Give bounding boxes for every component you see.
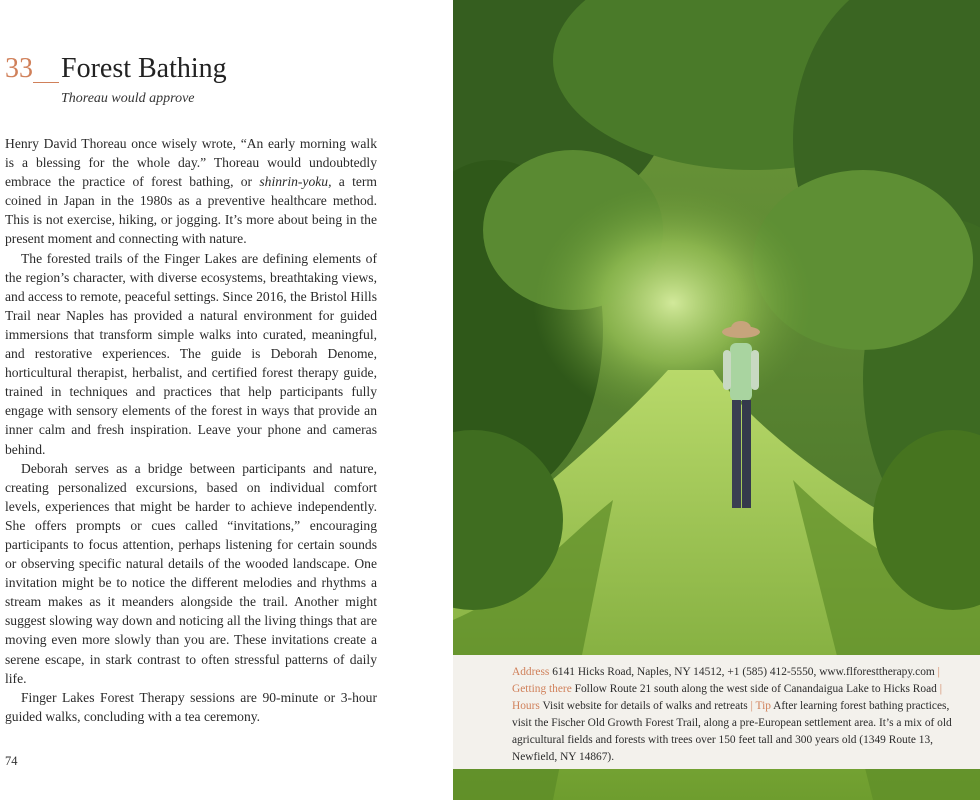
hours-label: Hours [512, 699, 540, 712]
separator: | [937, 666, 940, 678]
paragraph-1 [5, 134, 377, 249]
tip-label: Tip [755, 699, 771, 712]
getting-there-value: Follow Route 21 south along the west side of Canandaigua Lake to Hicks Road [571, 682, 940, 695]
chapter-number: 33 [5, 53, 33, 84]
hours-value: Visit website for details of walks and retreats [539, 699, 751, 712]
getting-there-label: Getting there [512, 682, 572, 695]
paragraph-1-part-b: a term coined in Japan in the 1980s as a preventive healthcare method. This is not exercise, hiking, or jogging. It’s more about being in the present moment and connecting with nature. [5, 174, 377, 247]
address-value: 6141 Hicks Road, Naples, NY 14512, +1 (585) 412-5550, www.flforesttherapy.com [549, 666, 938, 678]
info-box [453, 655, 980, 769]
page-number: 74 [5, 754, 18, 768]
paragraph-1-part-a: Henry David Thoreau once wisely wrote, “An early morning walk is a blessing for the whole day.” Thoreau would undoubtedly embrace the practice of forest bathing, or [5, 136, 377, 190]
chapter-rule [33, 82, 59, 83]
address-label: Address [512, 666, 550, 678]
separator: | [939, 682, 942, 695]
paragraph-4: Finger Lakes Forest Therapy sessions are 90-minute or 3-hour guided walks, concluding with a tea ceremony. [5, 689, 377, 724]
chapter-subtitle: Thoreau would approve [61, 91, 195, 106]
paragraph-2: The forested trails of the Finger Lakes are defining elements of the region’s character, with diverse ecosystems, breathtaking views, and access to remote, peaceful settings. Since 2016, the Bristol Hills Trail near Naples has provided a natural environment for guided immersions that transform simple walks into curated, meaningful, and restorative experiences. The guide is Deborah Denome, horticultural therapist, herbalist, and certified forest therapy guide, trained in techniques and practices that help participants fully engage with sensory elements of the forest in ways that provide an inner calm and fresh inspiration. Leave your phone and cameras behind. [5, 250, 377, 457]
chapter-title: Forest Bathing [61, 53, 227, 84]
info-text [512, 664, 970, 765]
paragraph-3: Deborah serves as a bridge between participants and nature, creating personalized excursions, based on individual comfort levels, experiences that might be harder to achieve independently. She offers prompts or cues called “invitations,” encouraging participants to focus attention, perhaps listening for certain sounds or observing specific natural details of the wooded landscape. One invitation might be to notice the different melodies and rhythms a stream makes as it meanders alongside the trail. Another might suggest slowing way down and noticing all the living things that are moving even more slowly than you are. These invitations create a serene escape, in stark contrast to often stressful patterns of daily life. [5, 460, 377, 686]
italic-term: shinrin-yoku, [259, 174, 332, 190]
left-page [0, 0, 453, 800]
tip-value: After learning forest bathing practices, visit the Fischer Old Growth Forest Trail, along a pre-European settlement area. It’s a mix of old agricultural fields and forests with trees over 150 feet tall and 300 years old (1349 Route 13, Newfield, NY 14867). [512, 699, 952, 763]
body-text [5, 134, 377, 726]
separator: | [750, 699, 753, 712]
